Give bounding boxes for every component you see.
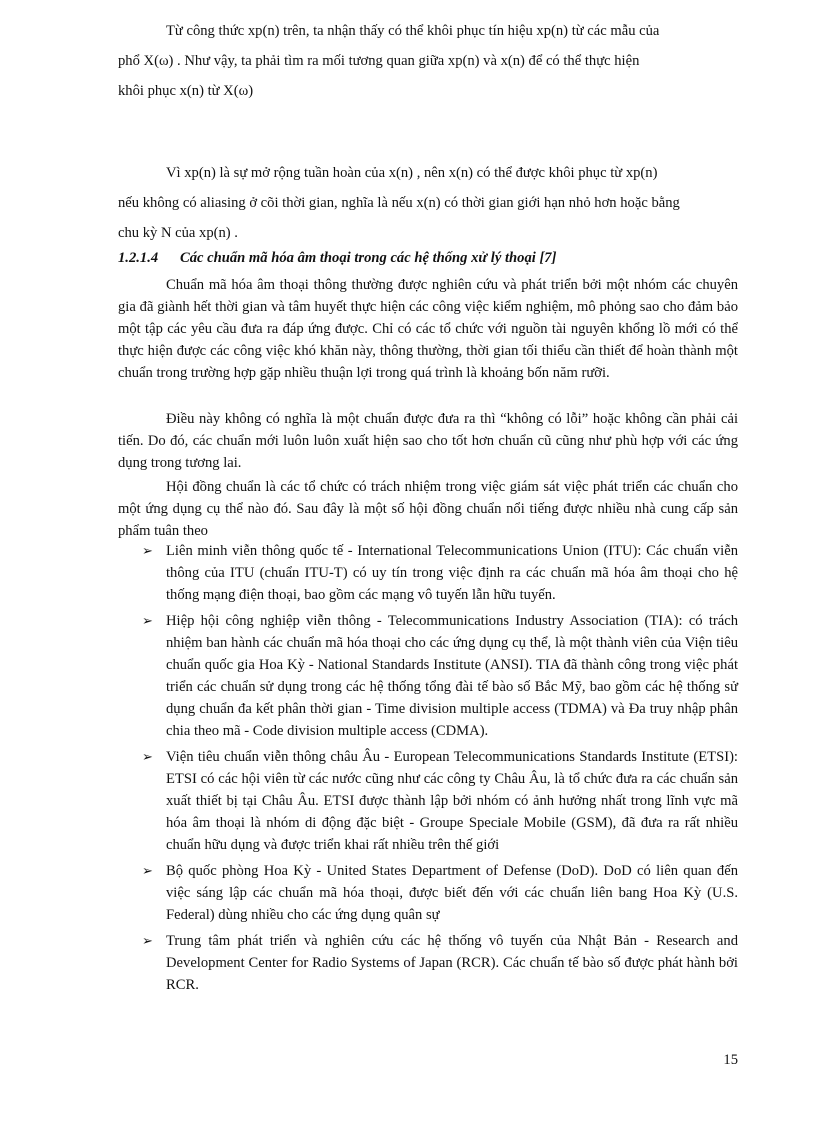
list-item bbox=[118, 860, 738, 926]
list-item bbox=[118, 746, 738, 856]
intro-line: chu kỳ N của xp(n) . bbox=[118, 225, 238, 241]
intro-line: Từ công thức xp(n) trên, ta nhận thấy có thể khôi phục tín hiệu xp(n) từ các mẫu của bbox=[166, 23, 660, 39]
intro-line: phổ X(ω) . Như vậy, ta phải tìm ra mối tương quan giữa xp(n) và x(n) để có thể thực hiện bbox=[118, 53, 640, 69]
intro-paragraph-1 bbox=[118, 16, 738, 106]
arrow-bullet-icon: ➢ bbox=[142, 543, 153, 558]
section-title: Các chuẩn mã hóa âm thoại trong các hệ thống xử lý thoại [7] bbox=[180, 250, 557, 266]
intro-line: Vì xp(n) là sự mở rộng tuần hoàn của x(n) , nên x(n) có thể được khôi phục từ xp(n) bbox=[166, 165, 658, 181]
arrow-bullet-icon: ➢ bbox=[142, 749, 153, 764]
intro-line: khôi phục x(n) từ X(ω) bbox=[118, 83, 254, 99]
arrow-bullet-icon: ➢ bbox=[142, 933, 153, 948]
arrow-bullet-icon: ➢ bbox=[142, 863, 153, 878]
list-item-text: Viện tiêu chuẩn viễn thông châu Âu - European Telecommunications Standards Institute (ETSI): ETSI có các hội viên từ các nước cũng như các công ty Châu Âu, là tổ chức đưa ra các chuẩn sản xuất thiết bị tại Châu Âu. ETSI được thành lập bởi nhóm có ảnh hưởng nhất trong lĩnh vực mã hóa âm thoại là nhóm di động đặc biệt - Groupe Speciale Mobile (GSM), đã đưa ra rất nhiều chuẩn hữu dụng và được triển khai rất nhiều trên thế giới bbox=[166, 749, 738, 853]
body-paragraph: Hội đồng chuẩn là các tổ chức có trách nhiệm trong việc giám sát việc phát triển các chuẩn cho một ứng dụng cụ thể nào đó. Sau đây là một số hội đồng chuẩn nổi tiếng được nhiều nhà cung cấp sản phẩm tuân theo bbox=[118, 479, 738, 539]
list-item-text: Bộ quốc phòng Hoa Kỳ - United States Department of Defense (DoD). DoD có liên quan đến việc sáng lập các chuẩn mã hóa thoại, được biết đến với các chuẩn liên bang Hoa Kỳ (U.S. Federal) dùng nhiều cho các ứng dụng quân sự bbox=[166, 863, 738, 923]
list-item-text: Liên minh viễn thông quốc tế - International Telecommunications Union (ITU): Các chuẩn viễn thông của ITU (chuẩn ITU-T) có uy tín trong việc định ra các chuẩn mã hóa âm thoại cho hệ thống mạng điện thoại, bao gồm các mạng vô tuyến lẫn hữu tuyến. bbox=[166, 543, 738, 603]
list-item-text: Trung tâm phát triển và nghiên cứu các hệ thống vô tuyến của Nhật Bản - Research and Development Center for Radio Systems of Japan (RCR). Các chuẩn tế bào số được phát hành bởi RCR. bbox=[166, 933, 738, 993]
standards-bodies-list bbox=[118, 540, 738, 1000]
body-paragraph: Chuẩn mã hóa âm thoại thông thường được nghiên cứu và phát triển bởi một nhóm các chuyên gia đã giành hết thời gian và tâm huyết thực hiện các công việc kiểm nghiệm, mô phỏng sao cho đảm bảo một tập các yêu cầu đưa ra đáp ứng được. Chỉ có các tổ chức với nguồn tài nguyên khổng lồ mới có thể thực hiện được các công việc khó khăn này, thông thường, thời gian tối thiểu cần thiết để hoàn thành một chuẩn trong trường hợp gặp nhiều thuận lợi trong quá trình là khoảng bốn năm rưỡi. bbox=[118, 277, 738, 381]
body-paragraph: Điều này không có nghĩa là một chuẩn được đưa ra thì “không có lỗi” hoặc không cần phải cải tiến. Do đó, các chuẩn mới luôn luôn xuất hiện sao cho tốt hơn chuẩn cũ cũng như phù hợp với các ứng dụng trong tương lai. bbox=[118, 411, 738, 471]
list-item bbox=[118, 540, 738, 606]
list-item bbox=[118, 930, 738, 996]
arrow-bullet-icon: ➢ bbox=[142, 613, 153, 628]
intro-line: nếu không có aliasing ở cõi thời gian, nghĩa là nếu x(n) có thời gian giới hạn nhỏ hơn hoặc bằng bbox=[118, 195, 680, 211]
intro-paragraph-2 bbox=[118, 158, 738, 248]
list-item bbox=[118, 610, 738, 742]
page-number: 15 bbox=[723, 1052, 738, 1068]
section-number: 1.2.1.4 bbox=[118, 250, 159, 266]
section-heading bbox=[118, 250, 738, 267]
list-item-text: Hiệp hội công nghiệp viễn thông - Telecommunications Industry Association (TIA): có trách nhiệm ban hành các chuẩn mã hóa thoại cho các ứng dụng cụ thể, là một thành viên của Viện tiêu chuẩn quốc gia Hoa Kỳ - National Standards Institute (ANSI). TIA đã thành công trong việc phát triển các chuẩn sử dụng trong các hệ thống tổng đài tế bào số Bắc Mỹ, bao gồm các hệ thống sử dụng chuẩn đa kết phân thời gian - Time division multiple access (TDMA) và Đa truy nhập phân chia theo mã - Code division multiple access (CDMA). bbox=[166, 613, 738, 739]
